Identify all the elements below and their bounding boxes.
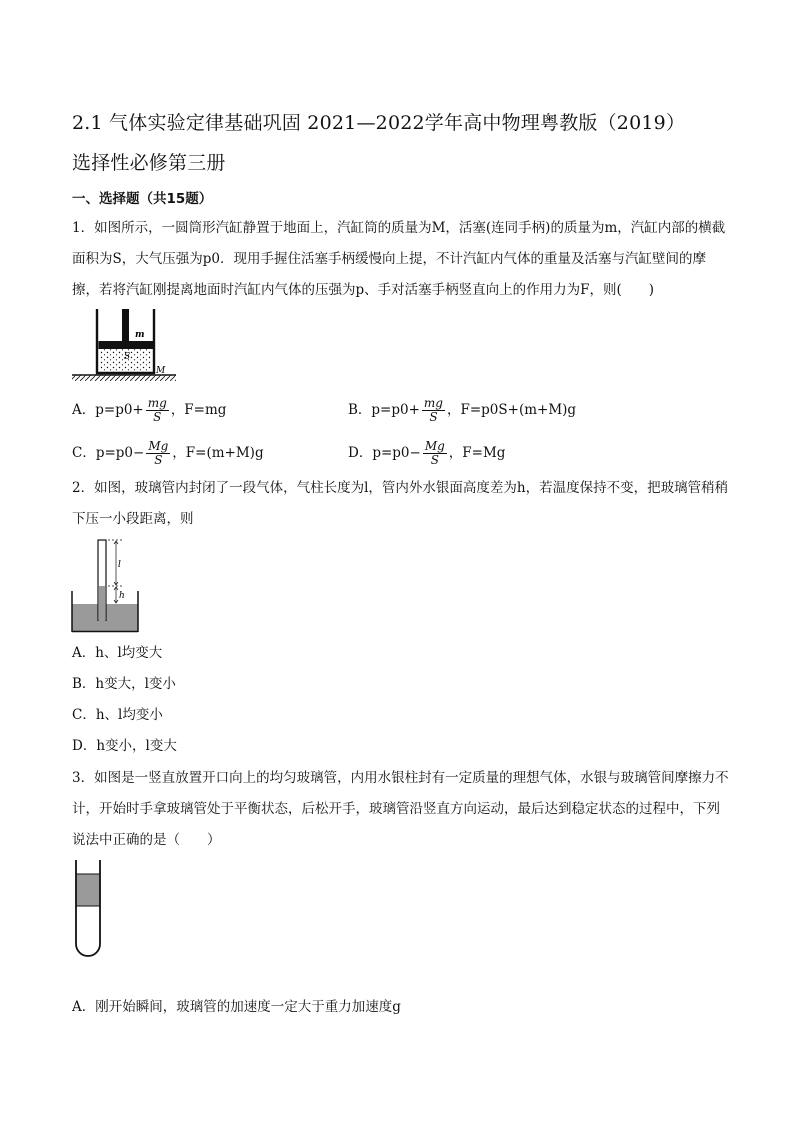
question-2-stem: 2．如图，玻璃管内封闭了一段气体，气柱长度为l，管内外水银面高度差为h，若温度保持不变，把玻璃管稍稍下压一小段距离，则 — [72, 480, 729, 527]
option-a-prefix: A．p=p0+ — [72, 402, 144, 418]
question-3-stem: 3．如图是一竖直放置开口向上的均匀玻璃管，内用水银柱封有一定质量的理想气体，水银与玻璃管间摩擦力不计，开始时手拿玻璃管处于平衡状态，后松开手，玻璃管沿竖直方向运动，最后达到稳定状态的过程中，下列说法中正确的是（ ） — [72, 770, 729, 848]
option-d-denominator: S — [430, 453, 439, 467]
title-line-2: 选择性必修第三册 — [72, 152, 226, 174]
l-label: l — [118, 560, 121, 570]
option-c-denominator: S — [154, 453, 163, 467]
piston — [99, 341, 154, 349]
question-3-option-a: A．刚开始瞬间，玻璃管的加速度一定大于重力加速度g — [72, 999, 401, 1015]
section-heading: 一、选择题（共15题） — [72, 191, 213, 207]
option-c-fraction — [146, 440, 170, 467]
option-a-suffix: ，F=mg — [170, 402, 227, 418]
document-title — [72, 103, 732, 183]
piston-handle — [122, 309, 129, 342]
option-c-numerator: Mg — [148, 439, 169, 453]
option-b-prefix: B．p=p0+ — [348, 402, 420, 418]
question-1-option-d — [348, 440, 505, 467]
question-2-option-b: B．h变大，l变小 — [72, 676, 176, 692]
mercury-in-tube — [99, 586, 105, 620]
option-c-prefix: C．p=p0− — [72, 445, 145, 461]
option-b-numerator: mg — [423, 396, 443, 410]
h-label: h — [119, 591, 125, 601]
area-S-label: S — [124, 352, 131, 362]
option-b-denominator: S — [429, 410, 438, 424]
option-a-denominator: S — [153, 410, 162, 424]
mass-m-label: m — [135, 330, 145, 340]
option-d-prefix: D．p=p0− — [348, 445, 421, 461]
option-b-fraction — [422, 397, 445, 424]
question-1-option-a — [72, 397, 226, 424]
question-1-stem: 1．如图所示，一圆筒形汽缸静置于地面上，汽缸筒的质量为M，活塞(连同手柄)的质量为m，汽缸内部的横截面积为S，大气压强为p0．现用手握住活塞手柄缓慢向上提，不计汽缸内气体的重量及活塞与汽缸壁间的摩擦，若将汽缸刚提离地面时汽缸内气体的压强为p、手对活塞手柄竖直向上的作用力为F，则( ) — [72, 220, 726, 298]
mass-M-label: M — [156, 366, 166, 376]
option-d-fraction — [423, 440, 447, 467]
option-c-suffix: ，F=(m+M)g — [172, 445, 264, 461]
question-1-figure — [70, 306, 180, 382]
question-2-option-d: D．h变小，l变大 — [72, 738, 177, 754]
option-a-numerator: mg — [147, 396, 167, 410]
title-line-1: 2.1 气体实验定律基础巩固 2021—2022学年高中物理粤教版（2019） — [72, 112, 686, 134]
question-2-figure — [70, 536, 140, 634]
question-2-option-a: A．h、l均变大 — [72, 645, 163, 661]
question-2-option-c: C．h、l均变小 — [72, 707, 163, 723]
question-1-option-c — [72, 440, 264, 467]
option-b-suffix: ，F=p0S+(m+M)g — [446, 402, 577, 418]
option-d-numerator: Mg — [424, 439, 445, 453]
question-1-option-b — [348, 397, 576, 424]
option-d-suffix: ，F=Mg — [448, 445, 506, 461]
option-a-fraction — [146, 397, 169, 424]
question-3-figure — [70, 858, 106, 960]
mercury-column — [76, 874, 100, 906]
